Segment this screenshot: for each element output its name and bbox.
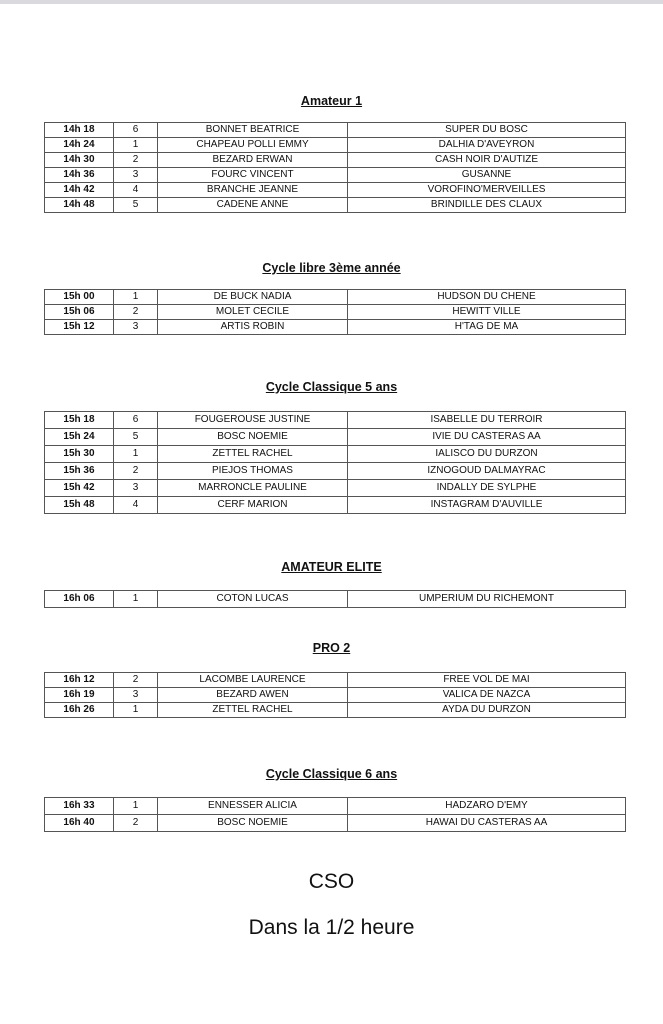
- rider-name-cell: PIEJOS THOMAS: [158, 463, 348, 480]
- rider-name-cell: BEZARD AWEN: [158, 688, 348, 703]
- horse-name-cell: INDALLY DE SYLPHE: [348, 480, 626, 497]
- order-cell: 2: [114, 673, 158, 688]
- rider-name-cell: ENNESSER ALICIA: [158, 798, 348, 815]
- order-cell: 2: [114, 305, 158, 320]
- rider-name-cell: MARRONCLE PAULINE: [158, 480, 348, 497]
- horse-name-cell: CASH NOIR D'AUTIZE: [348, 153, 626, 168]
- horse-name-cell: VOROFINO'MERVEILLES: [348, 183, 626, 198]
- horse-name-cell: GUSANNE: [348, 168, 626, 183]
- horse-name-cell: HEWITT VILLE: [348, 305, 626, 320]
- order-cell: 6: [114, 123, 158, 138]
- section-cycle-libre-3eme-annee: [0, 261, 663, 335]
- order-cell: 1: [114, 290, 158, 305]
- table-row: [45, 497, 626, 514]
- section-title: Cycle Classique 6 ans: [265, 767, 398, 781]
- order-cell: 1: [114, 798, 158, 815]
- start-time-cell: 15h 12: [45, 320, 114, 335]
- horse-name-cell: INSTAGRAM D'AUVILLE: [348, 497, 626, 514]
- section-amateur-1: [0, 94, 663, 213]
- horse-name-cell: UMPERIUM DU RICHEMONT: [348, 591, 626, 608]
- section-title: Cycle Classique 5 ans: [265, 380, 398, 394]
- horse-name-cell: BRINDILLE DES CLAUX: [348, 198, 626, 213]
- start-time-cell: 15h 24: [45, 429, 114, 446]
- order-cell: 3: [114, 480, 158, 497]
- order-cell: 3: [114, 168, 158, 183]
- table-row: [45, 138, 626, 153]
- horse-name-cell: HADZARO D'EMY: [348, 798, 626, 815]
- table-row: [45, 320, 626, 335]
- rider-name-cell: CADENE ANNE: [158, 198, 348, 213]
- start-time-cell: 16h 19: [45, 688, 114, 703]
- section-pro-2: [0, 641, 663, 718]
- rider-name-cell: BONNET BEATRICE: [158, 123, 348, 138]
- table-row: [45, 673, 626, 688]
- horse-name-cell: IALISCO DU DURZON: [348, 446, 626, 463]
- start-time-cell: 15h 42: [45, 480, 114, 497]
- horse-name-cell: SUPER DU BOSC: [348, 123, 626, 138]
- table-row: [45, 688, 626, 703]
- start-time-cell: 16h 40: [45, 815, 114, 832]
- order-cell: 3: [114, 320, 158, 335]
- table-row: [45, 815, 626, 832]
- rider-name-cell: MOLET CECILE: [158, 305, 348, 320]
- table-row: [45, 429, 626, 446]
- rider-name-cell: FOURC VINCENT: [158, 168, 348, 183]
- order-cell: 3: [114, 688, 158, 703]
- table-row: [45, 480, 626, 497]
- section-amateur-elite: [0, 560, 663, 608]
- section-title: Amateur 1: [300, 94, 363, 108]
- start-time-cell: 14h 42: [45, 183, 114, 198]
- footer-cso: CSO: [308, 870, 355, 893]
- horse-name-cell: VALICA DE NAZCA: [348, 688, 626, 703]
- order-cell: 1: [114, 591, 158, 608]
- table-row: [45, 446, 626, 463]
- table-row: [45, 412, 626, 429]
- start-time-cell: 14h 18: [45, 123, 114, 138]
- horse-name-cell: IZNOGOUD DALMAYRAC: [348, 463, 626, 480]
- start-time-cell: 16h 12: [45, 673, 114, 688]
- start-list-table: [44, 122, 626, 213]
- start-list-table: [44, 797, 626, 832]
- horse-name-cell: IVIE DU CASTERAS AA: [348, 429, 626, 446]
- section-title: Cycle libre 3ème année: [262, 261, 401, 275]
- rider-name-cell: CHAPEAU POLLI EMMY: [158, 138, 348, 153]
- rider-name-cell: ZETTEL RACHEL: [158, 703, 348, 718]
- rider-name-cell: BRANCHE JEANNE: [158, 183, 348, 198]
- horse-name-cell: AYDA DU DURZON: [348, 703, 626, 718]
- table-row: [45, 798, 626, 815]
- horse-name-cell: HUDSON DU CHENE: [348, 290, 626, 305]
- table-row: [45, 123, 626, 138]
- start-list-table: [44, 672, 626, 718]
- horse-name-cell: HAWAI DU CASTERAS AA: [348, 815, 626, 832]
- table-row: [45, 153, 626, 168]
- table-row: [45, 183, 626, 198]
- rider-name-cell: CERF MARION: [158, 497, 348, 514]
- start-time-cell: 15h 36: [45, 463, 114, 480]
- order-cell: 2: [114, 153, 158, 168]
- table-row: [45, 591, 626, 608]
- start-time-cell: 15h 48: [45, 497, 114, 514]
- table-row: [45, 168, 626, 183]
- table-row: [45, 305, 626, 320]
- footer-timing-note: Dans la 1/2 heure: [248, 916, 415, 939]
- horse-name-cell: ISABELLE DU TERROIR: [348, 412, 626, 429]
- top-edge-bar: [0, 0, 663, 4]
- start-time-cell: 15h 06: [45, 305, 114, 320]
- rider-name-cell: LACOMBE LAURENCE: [158, 673, 348, 688]
- start-time-cell: 14h 48: [45, 198, 114, 213]
- section-cycle-classique-5-ans: [0, 380, 663, 514]
- rider-name-cell: ARTIS ROBIN: [158, 320, 348, 335]
- section-cycle-classique-6-ans: [0, 767, 663, 832]
- start-time-cell: 15h 30: [45, 446, 114, 463]
- start-time-cell: 14h 36: [45, 168, 114, 183]
- start-list-table: [44, 590, 626, 608]
- start-time-cell: 14h 24: [45, 138, 114, 153]
- start-time-cell: 14h 30: [45, 153, 114, 168]
- start-time-cell: 16h 26: [45, 703, 114, 718]
- rider-name-cell: BOSC NOEMIE: [158, 815, 348, 832]
- order-cell: 1: [114, 703, 158, 718]
- order-cell: 2: [114, 815, 158, 832]
- start-list-table: [44, 289, 626, 335]
- table-row: [45, 198, 626, 213]
- horse-name-cell: DALHIA D'AVEYRON: [348, 138, 626, 153]
- start-time-cell: 15h 00: [45, 290, 114, 305]
- order-cell: 5: [114, 429, 158, 446]
- order-cell: 4: [114, 497, 158, 514]
- table-row: [45, 703, 626, 718]
- order-cell: 5: [114, 198, 158, 213]
- start-time-cell: 16h 33: [45, 798, 114, 815]
- rider-name-cell: DE BUCK NADIA: [158, 290, 348, 305]
- rider-name-cell: COTON LUCAS: [158, 591, 348, 608]
- start-time-cell: 15h 18: [45, 412, 114, 429]
- start-list-table: [44, 411, 626, 514]
- rider-name-cell: FOUGEROUSE JUSTINE: [158, 412, 348, 429]
- order-cell: 2: [114, 463, 158, 480]
- order-cell: 1: [114, 446, 158, 463]
- start-time-cell: 16h 06: [45, 591, 114, 608]
- order-cell: 4: [114, 183, 158, 198]
- order-cell: 1: [114, 138, 158, 153]
- rider-name-cell: BEZARD ERWAN: [158, 153, 348, 168]
- table-row: [45, 463, 626, 480]
- horse-name-cell: FREE VOL DE MAI: [348, 673, 626, 688]
- table-row: [45, 290, 626, 305]
- rider-name-cell: ZETTEL RACHEL: [158, 446, 348, 463]
- section-title: PRO 2: [312, 641, 351, 655]
- horse-name-cell: H'TAG DE MA: [348, 320, 626, 335]
- rider-name-cell: BOSC NOEMIE: [158, 429, 348, 446]
- order-cell: 6: [114, 412, 158, 429]
- section-title: AMATEUR ELITE: [281, 560, 382, 574]
